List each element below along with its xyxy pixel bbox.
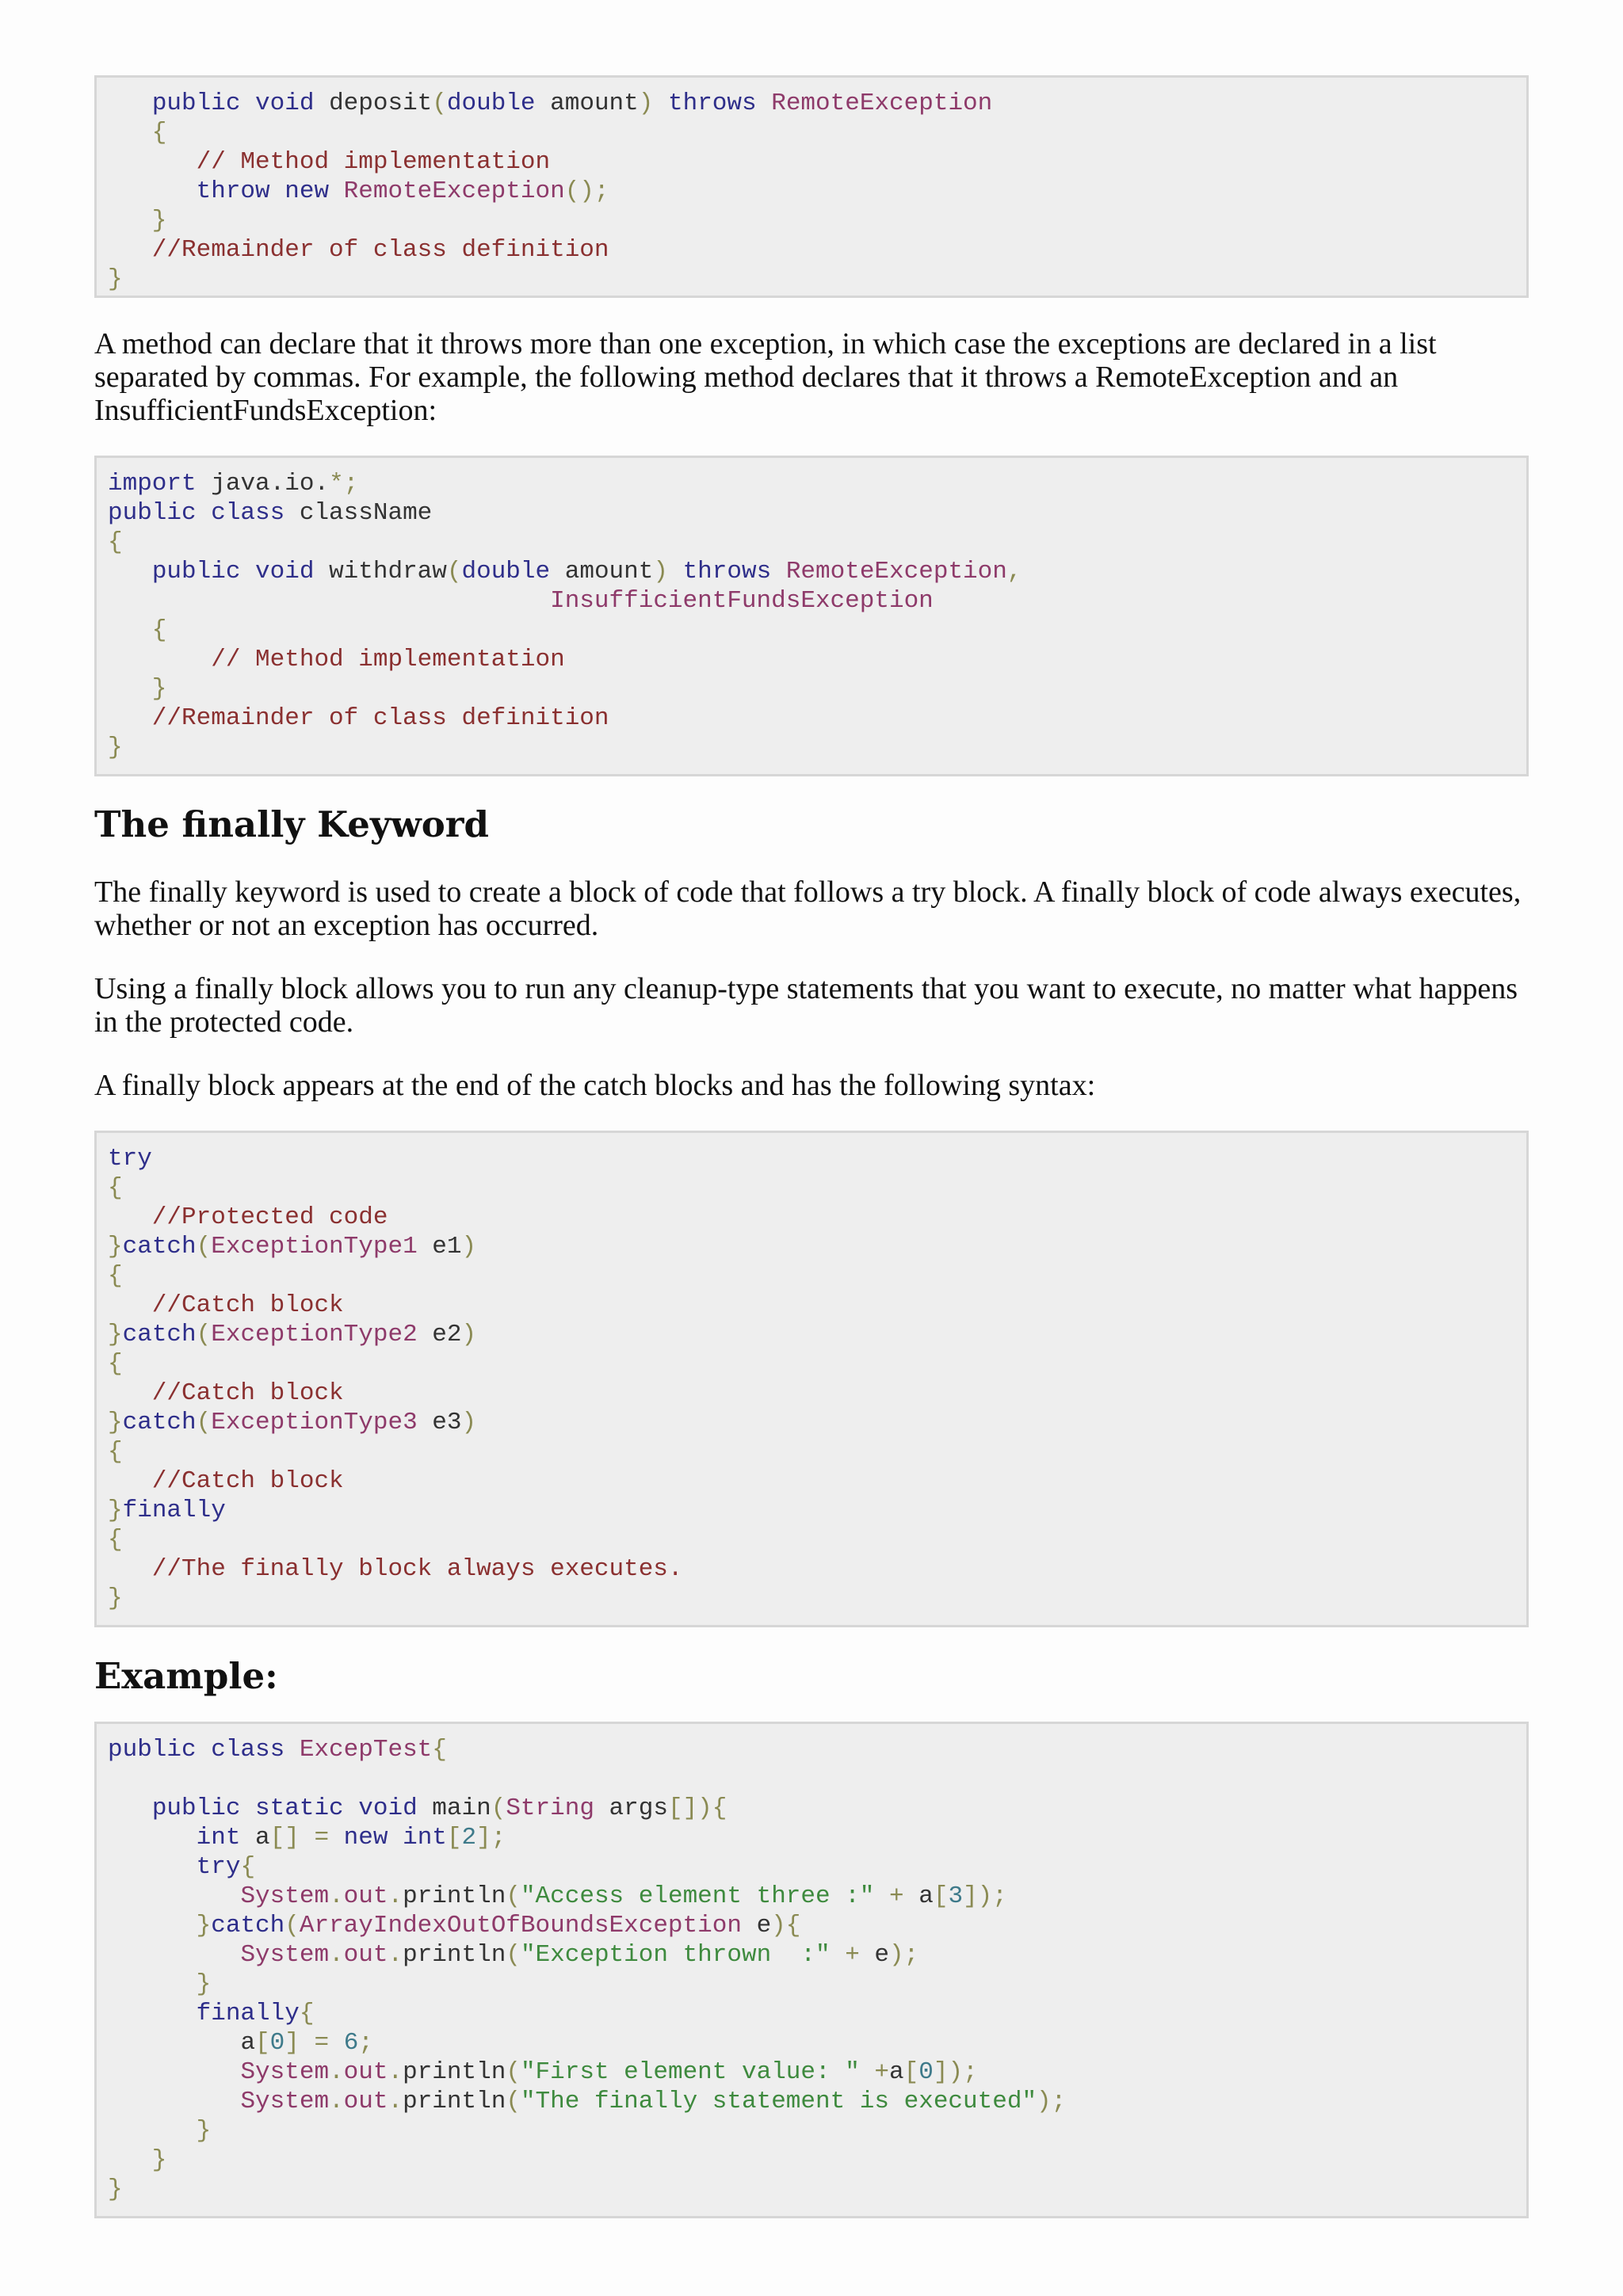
code-line [108,2087,1526,2116]
code-line [108,586,1526,616]
code-line [108,1911,1526,1940]
code-token: { [108,616,167,644]
code-token: + [874,1882,919,1910]
code-line [108,1823,1526,1852]
code-line [108,1203,1526,1232]
code-token: deposit [329,90,433,117]
code-token: println [403,2058,506,2086]
code-line [108,2058,1526,2087]
code-token: import [108,470,212,498]
code-token: catch [122,1409,197,1436]
code-token: public class [108,499,300,527]
code-block-syntax [94,1131,1529,1627]
code-token: public static void [151,1794,433,1822]
code-token [108,558,152,585]
code-token: //Remainder of class definition [108,704,609,732]
code-token: // Method implementation [108,148,551,176]
code-token: { [108,528,123,556]
code-token: ExcepTest [299,1736,433,1764]
code-line [108,1173,1526,1203]
code-token: []){ [667,1794,727,1822]
code-line [108,2145,1526,2175]
code-token: ) [653,558,683,585]
code-token: out [343,1882,388,1910]
code-token [108,1941,240,1969]
code-token: 2 [461,1824,477,1852]
code-token: ); [1037,2088,1067,2115]
code-token: public void [151,90,330,117]
code-token: System [240,1882,330,1910]
code-token: } [108,675,167,703]
code-token: RemoteException [343,177,565,205]
code-token: "Access element three :" [520,1882,875,1910]
code-line [108,1379,1526,1408]
code-token: 3 [948,1882,964,1910]
code-block-example [94,1722,1529,2218]
code-line [108,616,1526,645]
code-token: new [343,1824,403,1852]
code-token: a [889,2058,904,2086]
paragraph-text: The finally keyword is used to create a block of code that follows a try block. A finally block of code always executes, whether or not an exception has occurred. [94,875,1522,942]
code-token: ) [638,90,668,117]
code-token: public class [108,1736,300,1764]
code-token: ( [506,2088,521,2115]
code-token: { [299,2000,315,2027]
code-token [108,1794,152,1822]
code-token: "The finally statement is executed" [520,2088,1037,2115]
code-block-deposit [94,75,1529,298]
code-token: amount [564,558,654,585]
code-token: [ [255,2029,270,2057]
code-token: [ [446,1824,462,1852]
code-line [108,2028,1526,2058]
code-token: ( [432,90,447,117]
code-token: e1 [432,1233,462,1261]
code-line [108,147,1526,177]
code-token: amount [550,90,639,117]
code-token: main [432,1794,491,1822]
code-token: println [403,1882,506,1910]
code-line [108,1496,1526,1525]
code-line [108,1320,1526,1349]
code-line [108,528,1526,557]
code-token: ( [196,1321,212,1348]
code-token: ( [196,1409,212,1436]
code-token: . [329,1941,344,1969]
code-token: args [609,1794,668,1822]
code-token: ) [461,1233,477,1261]
code-token [108,1824,197,1852]
code-token: out [343,2058,388,2086]
code-token [108,2000,197,2027]
code-line [108,1554,1526,1584]
code-line [108,1466,1526,1496]
code-line [108,1735,1526,1764]
code-token: ( [506,2058,521,2086]
code-block-withdraw [94,456,1529,776]
code-line [108,89,1526,118]
code-token: throws [682,558,786,585]
code-line [108,1882,1526,1911]
code-token: { [108,1174,123,1202]
code-token: ; [358,2029,373,2057]
code-token: } [108,1497,123,1524]
code-line [108,1852,1526,1882]
code-token: //Catch block [108,1291,344,1319]
code-token: println [403,2088,506,2115]
code-token: . [329,1882,344,1910]
code-line [108,674,1526,704]
code-token: catch [122,1233,197,1261]
code-token: . [329,2058,344,2086]
code-token: System [240,2058,330,2086]
code-line [108,557,1526,586]
code-token: } [108,2176,123,2203]
code-token: e [874,1941,890,1969]
code-token: } [108,734,123,761]
code-token: catch [122,1321,197,1348]
code-line [108,1764,1526,1794]
code-token: ){ [771,1912,801,1939]
code-token: int [196,1824,256,1852]
code-token: ArrayIndexOutOfBoundsException [299,1912,757,1939]
code-token [108,1853,197,1881]
code-token [108,587,550,615]
code-token: //Catch block [108,1467,344,1495]
code-token: println [403,1941,506,1969]
code-line [108,206,1526,235]
code-token: [] = [269,1824,344,1852]
paragraph-syntax-intro [94,1069,1529,1102]
paragraph-finally-description [94,875,1529,942]
code-line [108,1261,1526,1291]
code-line [108,1970,1526,1999]
code-line [108,704,1526,733]
code-token: try [108,1145,152,1173]
code-token: *; [329,470,359,498]
code-line [108,1232,1526,1261]
code-token: [ [903,2058,919,2086]
code-token: RemoteException [771,90,993,117]
code-token: "Exception thrown :" [520,1941,831,1969]
code-token: ExceptionType1 [211,1233,433,1261]
code-line [108,645,1526,674]
code-line [108,733,1526,762]
code-token: try [196,1853,241,1881]
code-token: . [388,1882,403,1910]
code-token: double [461,558,565,585]
section-heading: Example: [94,1655,278,1697]
code-token: ]; [476,1824,506,1852]
code-token: className [299,499,433,527]
code-token: // Method implementation [108,646,565,673]
code-token: ( [196,1233,212,1261]
code-token: ) [461,1321,477,1348]
code-line [108,1525,1526,1554]
code-line [108,469,1526,498]
code-token: public void [151,558,330,585]
code-token: } [108,265,123,293]
heading-example [94,1656,1529,1697]
code-token: out [343,1941,388,1969]
code-token: RemoteException [785,558,1007,585]
code-token: ExceptionType2 [211,1321,433,1348]
code-line [108,1584,1526,1613]
code-token: , [1006,558,1022,585]
code-token: { [240,1853,256,1881]
code-line [108,1999,1526,2028]
code-token: } [108,2117,212,2145]
code-token: } [108,2146,167,2174]
code-token: 0 [918,2058,934,2086]
code-line [108,1408,1526,1437]
code-line [108,1349,1526,1379]
code-token [108,2088,240,2115]
code-line [108,265,1526,294]
code-line [108,1144,1526,1173]
code-token: finally [196,2000,300,2027]
code-token: //Remainder of class definition [108,236,609,264]
code-token: ] = [285,2029,344,2057]
code-token: } [108,1912,212,1939]
code-token: throws [667,90,772,117]
code-token: ( [285,1912,300,1939]
code-token: a [918,1882,934,1910]
code-token: a [240,2029,256,2057]
code-token: . [388,2088,403,2115]
code-token: ( [506,1882,521,1910]
paragraph-cleanup [94,972,1529,1039]
code-token: } [108,1409,123,1436]
code-line [108,235,1526,265]
code-token: . [388,1941,403,1969]
code-token: e [756,1912,772,1939]
code-token: + [830,1941,875,1969]
code-token: double [446,90,551,117]
code-line [108,1291,1526,1320]
code-token: "First element value: " [520,2058,860,2086]
code-line [108,1794,1526,1823]
code-token: ]); [933,2058,978,2086]
code-token: InsufficientFundsException [550,587,934,615]
code-line [108,1940,1526,1970]
code-token: int [403,1824,447,1852]
heading-finally-keyword [94,804,1529,845]
code-token [108,1882,240,1910]
code-token: java.io. [211,470,330,498]
code-token: { [108,119,167,147]
code-token: } [108,1585,123,1612]
code-token: System [240,2088,330,2115]
code-token: { [432,1736,447,1764]
code-token: [ [933,1882,949,1910]
code-token: ); [889,1941,919,1969]
code-token: finally [122,1497,226,1524]
section-heading: The finally Keyword [94,803,489,845]
code-token: a [255,1824,270,1852]
code-token: ( [446,558,462,585]
code-token: String [506,1794,609,1822]
code-token: { [108,1438,123,1466]
code-token: ]); [963,1882,1007,1910]
code-line [108,1437,1526,1466]
code-line [108,118,1526,147]
code-token: { [108,1262,123,1290]
code-token: (); [564,177,609,205]
code-token: 0 [269,2029,285,2057]
code-line [108,2175,1526,2204]
code-token: //Catch block [108,1379,344,1407]
code-line [108,498,1526,528]
paragraph-text: A method can declare that it throws more than one exception, in which case the exceptions are declared in a list separated by commas. For example, the following method declares that it throws a RemoteException and an InsufficientFundsException: [94,327,1437,427]
code-token: } [108,1233,123,1261]
code-token: //The finally block always executes. [108,1555,683,1583]
code-token: . [329,2088,344,2115]
code-token: 6 [343,2029,359,2057]
code-token: { [108,1526,123,1554]
code-token: ( [491,1794,506,1822]
code-token [108,2058,240,2086]
code-token: { [108,1350,123,1378]
code-token: ExceptionType3 [211,1409,433,1436]
paragraph-text: A finally block appears at the end of the catch blocks and has the following syntax: [94,1069,1096,1102]
code-token: } [108,1321,123,1348]
code-line [108,2116,1526,2145]
code-token: //Protected code [108,1203,388,1231]
code-token: } [108,207,167,235]
code-token: . [388,2058,403,2086]
paragraph-multiple-exceptions [94,327,1529,427]
code-token: catch [211,1912,285,1939]
code-token: e3 [432,1409,462,1436]
code-token: out [343,2088,388,2115]
code-token: ) [461,1409,477,1436]
code-token: } [108,1970,212,1998]
code-token: throw new [108,177,344,205]
code-line [108,177,1526,206]
code-token: ( [506,1941,521,1969]
code-token: withdraw [329,558,447,585]
code-token: System [240,1941,330,1969]
paragraph-text: Using a finally block allows you to run any cleanup-type statements that you want to execute, no matter what happens in the protected code. [94,972,1518,1039]
code-token [108,2029,240,2057]
code-token: + [859,2058,890,2086]
code-token: e2 [432,1321,462,1348]
code-token [108,90,152,117]
